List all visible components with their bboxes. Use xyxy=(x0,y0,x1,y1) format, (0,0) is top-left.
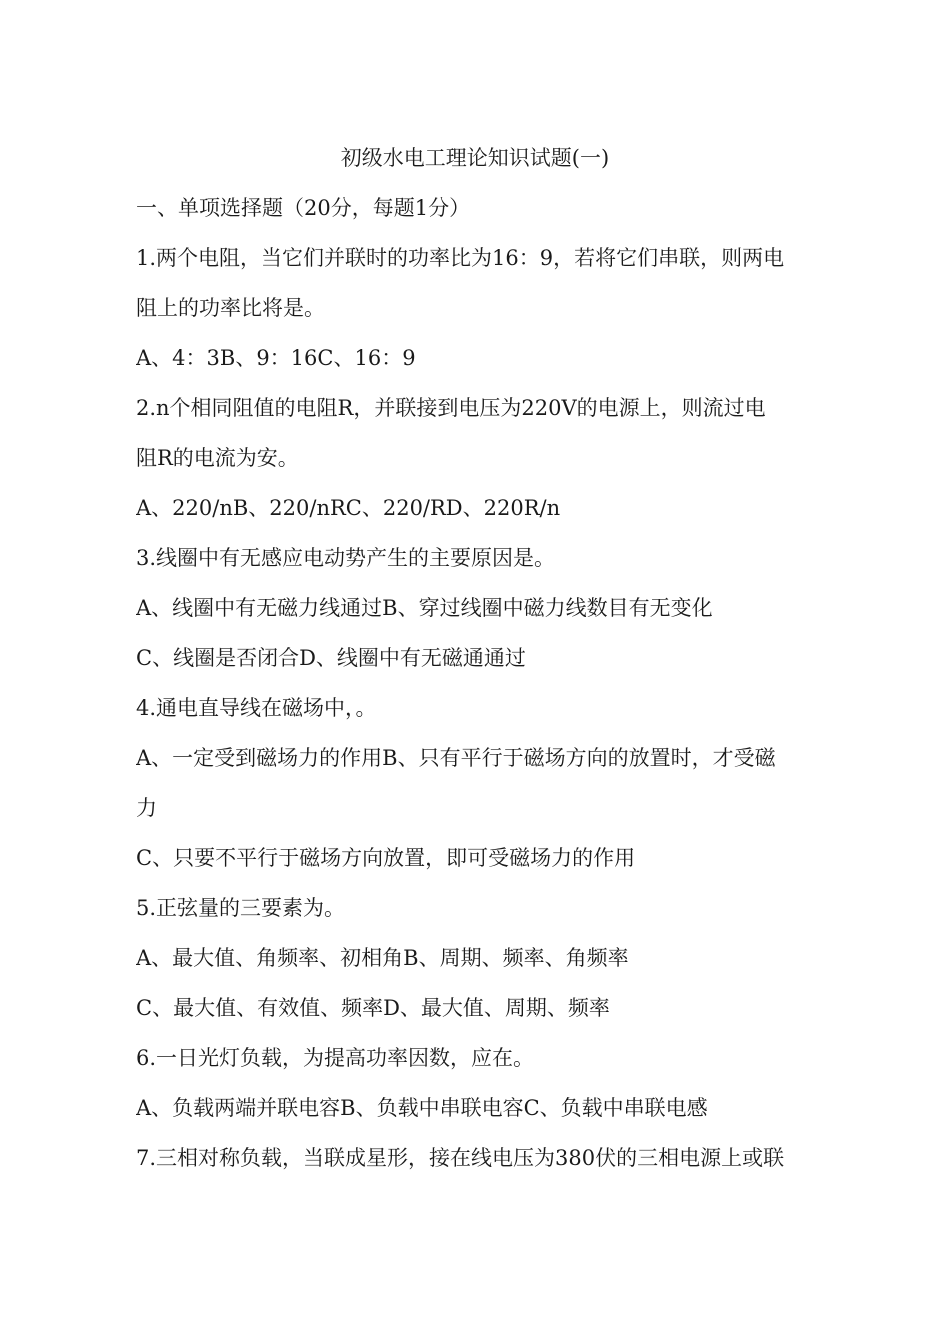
answer-options: A、一定受到磁场力的作用B、只有平行于磁场方向的放置时，才受磁 xyxy=(136,746,776,770)
document-body xyxy=(136,190,826,1190)
question-text: 3.线圈中有无感应电动势产生的主要原因是。 xyxy=(136,546,556,570)
question-text: 阻上的功率比将是。 xyxy=(136,296,325,320)
section-heading: 一、单项选择题（20分，每题1分） xyxy=(136,196,471,220)
answer-options: 力 xyxy=(136,796,157,820)
page-title: 初级水电工理论知识试题(一) xyxy=(340,146,610,170)
question-text: 1.两个电阻，当它们并联时的功率比为16：9，若将它们串联，则两电 xyxy=(136,246,785,270)
question-text: 阻R的电流为安。 xyxy=(136,446,299,470)
answer-options: A、负载两端并联电容B、负载中串联电容C、负载中串联电感 xyxy=(136,1096,708,1120)
question-text: 2.n个相同阻值的电阻R，并联接到电压为220V的电源上，则流过电 xyxy=(136,396,766,420)
question-text: 4.通电直导线在磁场中，。 xyxy=(136,696,377,720)
answer-options: C、线圈是否闭合D、线圈中有无磁通通过 xyxy=(136,646,526,670)
answer-options: A、线圈中有无磁力线通过B、穿过线圈中磁力线数目有无变化 xyxy=(136,596,713,620)
question-text: 6.一日光灯负载，为提高功率因数，应在。 xyxy=(136,1046,535,1070)
answer-options: C、只要不平行于磁场方向放置，即可受磁场力的作用 xyxy=(136,846,636,870)
answer-options: C、最大值、有效值、频率D、最大值、周期、频率 xyxy=(136,996,610,1020)
answer-options: A、最大值、角频率、初相角B、周期、频率、角频率 xyxy=(136,946,629,970)
answer-options: A、4：3B、9：16C、16：9 xyxy=(136,346,416,370)
question-text: 5.正弦量的三要素为。 xyxy=(136,896,346,920)
question-text: 7.三相对称负载，当联成星形，接在线电压为380伏的三相电源上或联 xyxy=(136,1146,785,1170)
answer-options: A、220/nB、220/nRC、220/RD、220R/n xyxy=(136,496,561,520)
